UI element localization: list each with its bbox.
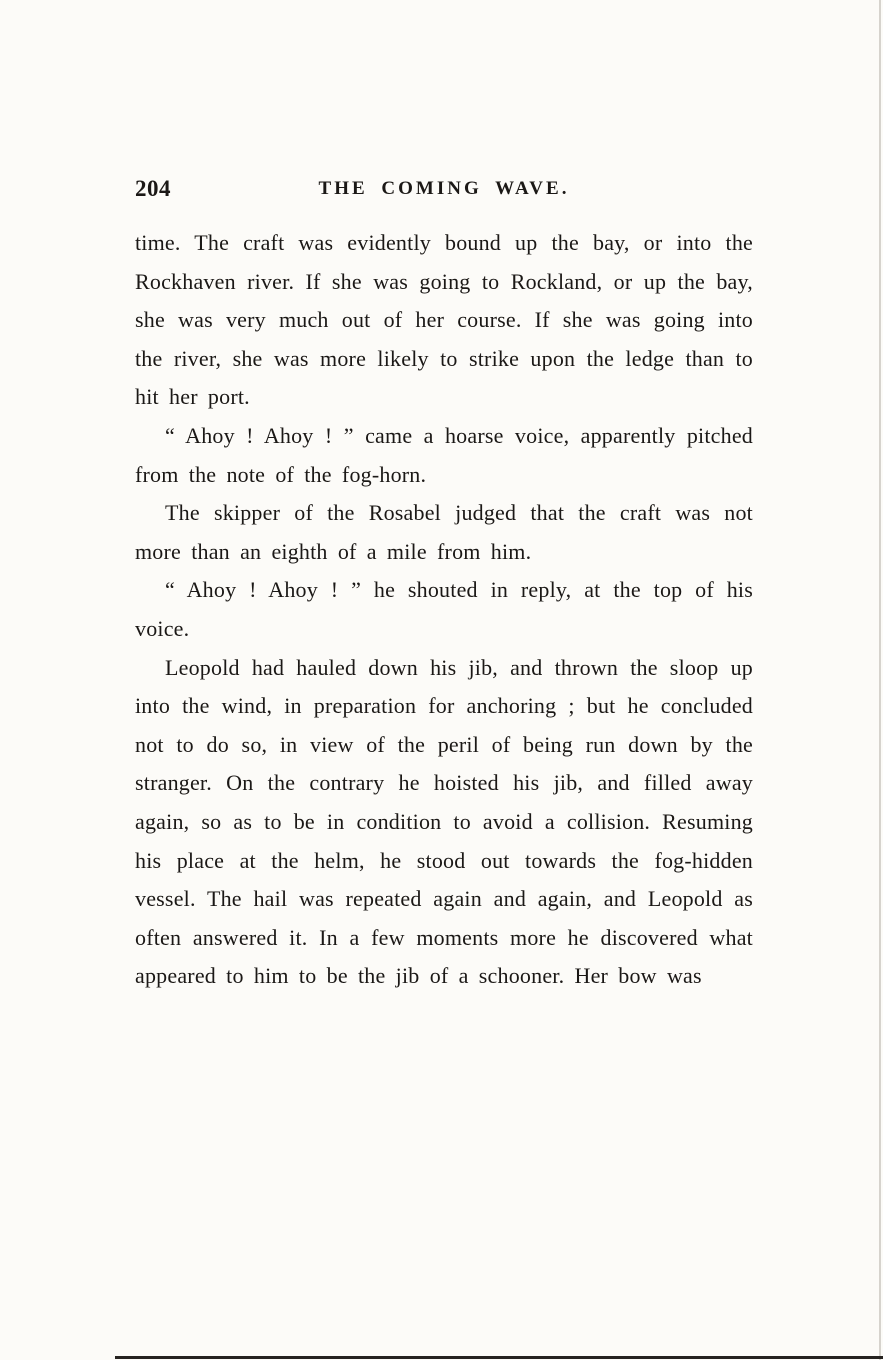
paragraph: “ Ahoy ! Ahoy ! ” he shouted in reply, at the top of his voice.	[135, 577, 753, 641]
page-edge-bottom	[115, 1356, 883, 1359]
page-body	[135, 224, 753, 996]
paragraph: The skipper of the Rosabel judged that the craft was not more than an eighth of a mile from him.	[135, 500, 753, 564]
running-head: THE COMING WAVE.	[318, 178, 570, 199]
paragraph: time. The craft was evidently bound up the bay, or into the Rockhaven river. If she was going to Rockland, or up the bay, she was very much out of her course. If she was going into the river, she was more likely to strike upon the ledge than to hit her port.	[135, 230, 753, 410]
page-header	[135, 176, 753, 206]
paragraph: “ Ahoy ! Ahoy ! ” came a hoarse voice, apparently pitched from the note of the fog-horn.	[135, 422, 753, 487]
paragraph: Leopold had hauled down his jib, and thrown the sloop up into the wind, in preparation for anchoring ; but he concluded not to do so, in view of the peril of being run down by the stranger. On the contrary he hoisted his jib, and filled away again, so as to be in condition to avoid a collision. Resuming his place at the helm, he stood out towards the fog-hidden vessel. The hail was repeated again and again, and Leopold as often answered it. In a few moments more he discovered what appeared to him to be the jib of a schooner. Her bow was	[135, 654, 753, 989]
page-number: 204	[135, 176, 171, 201]
page-edge-right	[879, 0, 881, 1360]
